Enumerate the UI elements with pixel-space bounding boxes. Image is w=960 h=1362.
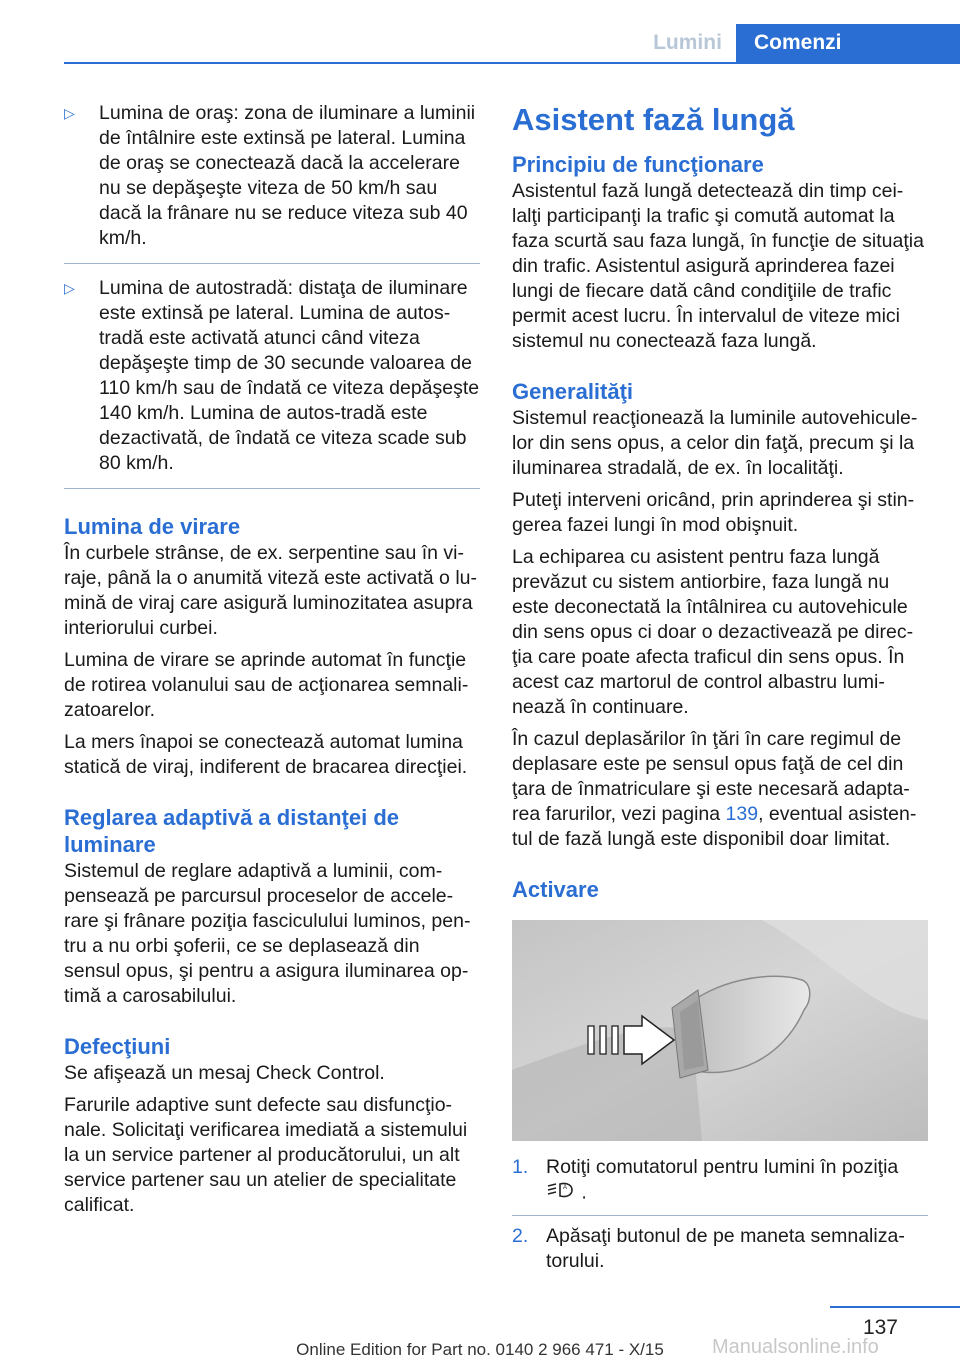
step-text: Rotiţi comutatorul pentru lumini în poziţia [546,1156,899,1178]
paragraph: Sistemul reacţionează la luminile autovehicule‐lor din sens opus, a celor din faţă, precum şi la iluminarea stradală, de ex. în localităţi. [512,407,918,479]
paragraph: Sistemul de reglare adaptivă a luminii, com‐pensează pe parcursul proceselor de accele‐rare şi frânare poziţia fasciculului luminos, pen‐tru a nu orbi şoferii, ce se deplasează din sensul opus, şi pentru a asigura iluminarea op‐timă a carosabilului. [64,860,471,1007]
page-link[interactable]: 139 [725,803,759,825]
turn-signal-stalk-illustration [512,920,928,1141]
footer-divider [830,1306,960,1308]
triangle-right-icon: ▷ [64,105,75,121]
heading-general: Generalităţi [512,379,634,404]
stalk-illustration-svg [512,920,928,1141]
triangle-right-icon: ▷ [64,280,75,296]
paragraph: La mers înapoi se conectează automat lumina statică de viraj, indiferent de bracarea direcţiei. [64,731,468,778]
paragraph [512,727,928,852]
bullet-item-city-light [64,101,480,264]
step-number: 1. [512,1156,529,1178]
page-title: Asistent fază lungă [512,102,795,137]
bullet-text: Lumina de oraş: zona de iluminare a luminii de întâlnire este extinsă pe lateral. Lumina de oraş se conectează dacă la accelerare nu se depăşeşte viteza de 50 km/h sau dacă la frânare nu se reduce viteza sub 40 km/h. [99,102,476,249]
paragraph-text: În cazul deplasărilor în ţări în care regimul de deplasare este pe sensul opus faţă de cel din ţara de înmatriculare şi este necesară adapta‐rea farurilor, vezi pagina [512,728,910,825]
page-header [0,24,960,62]
bullet-item-highway-light [64,276,480,489]
header-chapter-tab: Comenzi [736,24,960,62]
watermark: Manualsonline.info [712,1336,879,1358]
right-column [512,101,928,1290]
step-number: 2. [512,1225,529,1247]
list-item [512,1224,928,1282]
svg-text:A: A [563,1185,568,1191]
list-item [512,1155,928,1216]
paragraph: În curbele strânse, de ex. serpentine sau în vi‐raje, până la o anumită viteză este activată o lu‐mină de viraj care asigură luminozitatea asupra interiorului curbei. [64,542,477,639]
paragraph: Lumina de virare se aprinde automat în funcţie de rotirea volanului sau de acţionarea semnali‐zatoarelor. [64,649,469,721]
paragraph: La echiparea cu asistent pentru faza lungă prevăzut cu sistem antiorbire, faza lungă nu este deconectată la întâlnirea cu autovehicule din sens opus ci doar o dezactivează pe direc‐ţia care poate afecta traficul din sens opus. În acest caz martorul de control albastru lumi‐nează în continuare. [512,546,914,718]
paragraph: Asistentul fază lungă detectează din timp cei‐lalţi participanţi la trafic şi comută automat la faza scurtă sau faza lungă, în funcţie de situaţia din trafic. Asistentul asigură aprinderea fazei lungi de fiecare dată când condiţiile de trafic permit acest lucru. În intervalul de viteze mici sistemul nu conectează faza lungă. [512,180,924,352]
paragraph: Farurile adaptive sunt defecte sau disfuncţio‐nale. Solicitaţi verificarea imediată a sistemului la un service partener al producătorului, un alt service partener sau un atelier de specialitate calificat. [64,1094,468,1216]
bullet-text: Lumina de autostradă: distaţa de iluminare este extinsă pe lateral. Lumina de autos‐tradă este activată atunci când viteza depăşeşte timp de 30 secunde valoarea de 110 km/h sau de îndată ce viteza depăşeşte 140 km/h. Lumina de autos‐tradă este dezactivată, de îndată ce viteza scade sub 80 km/h. [99,277,480,474]
heading-operating-principle: Principiu de funcţionare [512,152,764,177]
auto-headlight-icon [546,1180,576,1207]
heading-malfunctions: Defecţiuni [64,1034,171,1059]
step-text: Apăsaţi butonul de pe maneta semnaliza‐torului. [546,1225,905,1272]
step-text-suffix: . [576,1181,587,1204]
heading-cornering-light: Lumina de virare [64,514,241,539]
paragraph: Puteţi interveni oricând, prin aprinderea şi stin‐gerea fazei lungi în mod obişnuit. [512,489,915,536]
activation-steps [512,1155,928,1282]
page-number: 137 [862,1316,898,1339]
paragraph: Se afişează un mesaj Check Control. [64,1062,385,1084]
header-section-label: Lumini [653,31,722,54]
heading-adaptive-range: Reglarea adaptivă a distanţei de luminare [64,805,400,857]
left-column [64,101,480,1225]
header-divider [64,62,960,64]
paragraph-text: , eventual asisten‐tul de fază lungă este disponibil doar limitat. [512,803,917,850]
footer-edition: Online Edition for Part no. 0140 2 966 471 - X/15 [296,1340,664,1359]
heading-activation: Activare [512,877,599,902]
